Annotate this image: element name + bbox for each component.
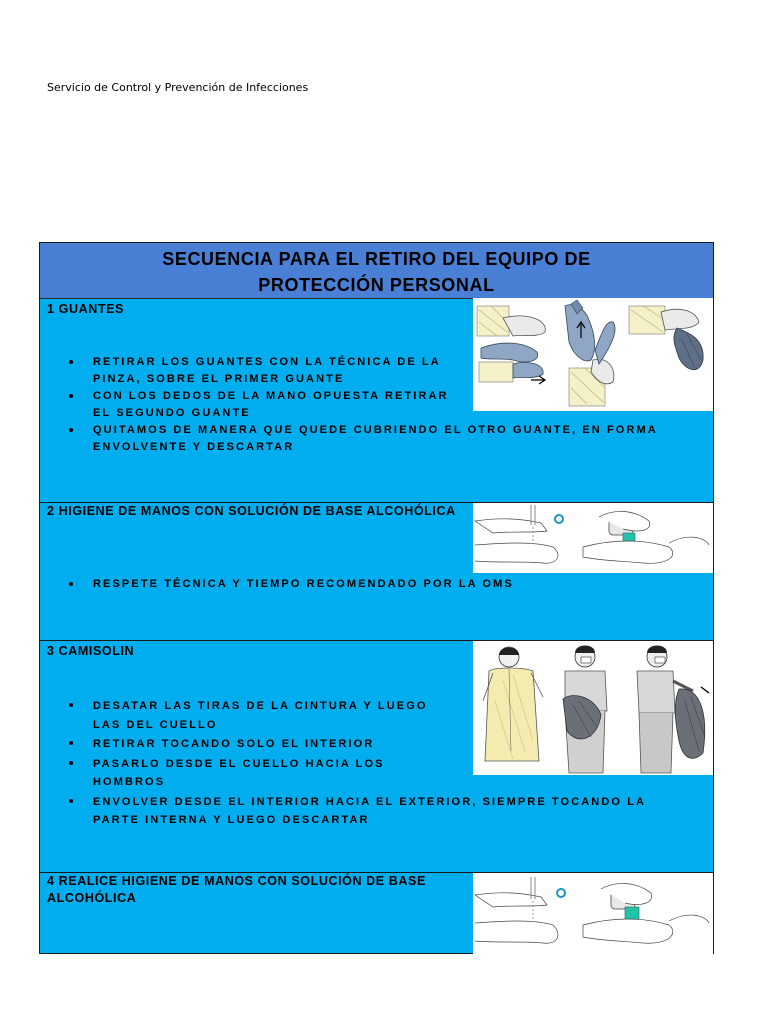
list-item: RETIRAR LOS GUANTES CON LA TÉCNICA DE LA PINZA, SOBRE EL PRIMER GUANTE bbox=[68, 354, 463, 387]
section-title: 1 GUANTES bbox=[47, 302, 124, 316]
panel-title bbox=[40, 243, 713, 299]
ppe-removal-panel bbox=[39, 242, 714, 954]
section-title: 2 HIGIENE DE MANOS CON SOLUCIÓN DE BASE ALCOHÓLICA bbox=[47, 504, 456, 518]
panel-title-line-1: SECUENCIA PARA EL RETIRO DEL EQUIPO DE bbox=[162, 249, 591, 269]
list-item: RETIRAR TOCANDO SOLO EL INTERIOR bbox=[68, 735, 458, 754]
panel-title-line-2: PROTECCIÓN PERSONAL bbox=[258, 275, 495, 295]
list-item: RESPETE TÉCNICA Y TIEMPO RECOMENDADO POR LA OMS bbox=[68, 576, 688, 593]
list-item: QUITAMOS DE MANERA QUE QUEDE CUBRIENDO EL OTRO GUANTE, EN FORMA ENVOLVENTE Y DESCARTAR bbox=[68, 422, 688, 455]
hand-hygiene-illustration bbox=[473, 503, 713, 573]
gloves-steps-list bbox=[68, 354, 658, 456]
gloves-removal-illustration bbox=[473, 298, 713, 411]
section-title: 4 REALICE HIGIENE DE MANOS CON SOLUCIÓN DE BASE ALCOHÓLICA bbox=[47, 874, 426, 905]
section-final-hand-hygiene bbox=[40, 872, 713, 954]
section-title: 3 CAMISOLIN bbox=[47, 644, 135, 658]
list-item: CON LOS DEDOS DE LA MANO OPUESTA RETIRAR EL SEGUNDO GUANTE bbox=[68, 388, 463, 421]
hand-hygiene-steps-list bbox=[68, 576, 688, 594]
final-hand-hygiene-illustration bbox=[473, 873, 713, 955]
section-gown bbox=[40, 640, 713, 873]
service-header: Servicio de Control y Prevención de Infecciones bbox=[47, 81, 309, 94]
list-item: ENVOLVER DESDE EL INTERIOR HACIA EL EXTERIOR, SIEMPRE TOCANDO LA PARTE INTERNA Y LUEGO DESCARTAR bbox=[68, 793, 693, 830]
list-item: DESATAR LAS TIRAS DE LA CINTURA Y LUEGO LAS DEL CUELLO bbox=[68, 697, 458, 734]
gown-steps-list bbox=[68, 697, 688, 831]
section-hand-hygiene bbox=[40, 502, 713, 641]
list-item: PASARLO DESDE EL CUELLO HACIA LOS HOMBROS bbox=[68, 755, 423, 792]
section-gloves bbox=[40, 298, 713, 502]
